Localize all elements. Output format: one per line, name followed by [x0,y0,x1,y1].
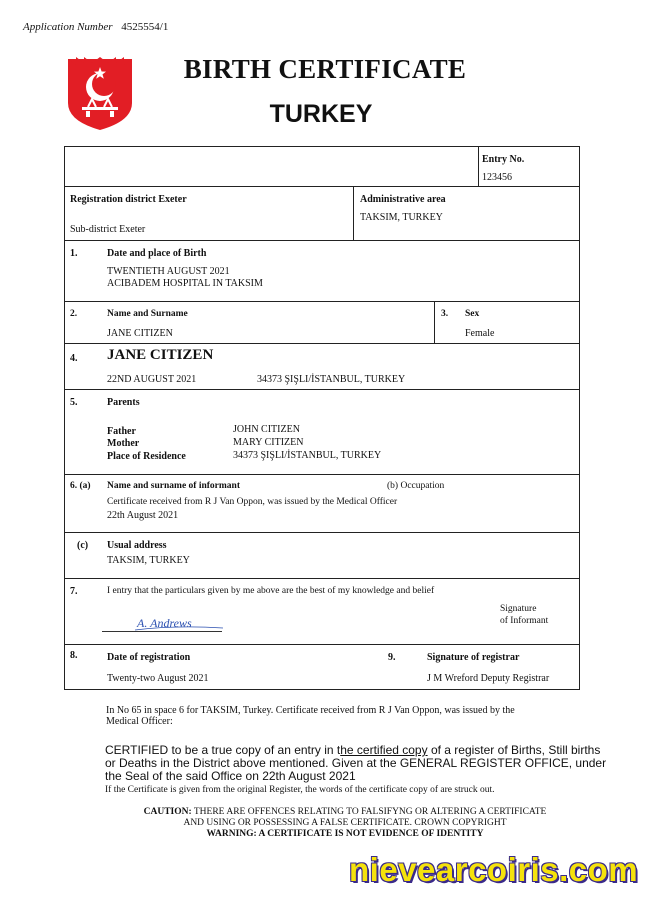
document-title: BIRTH CERTIFICATE [183,54,467,84]
entry-value: 123456 [482,172,512,183]
row-divider [65,474,579,475]
declaration-text: I entry that the particulars given by me above are the best of my knowledge and belief [107,586,435,596]
signature-line [102,631,222,632]
row-divider [65,301,579,302]
section-4-number: 4. [70,353,78,364]
row-divider [65,343,579,344]
section-2-number: 2. [70,309,78,319]
signature-label-1: Signature [500,604,537,614]
application-number [23,21,168,33]
parents-label: Parents [107,397,140,408]
sex-value: Female [465,328,495,339]
certification-line-2: or Deaths in the District above mentioned. Given at the GENERAL REGISTER OFFICE, under [105,756,607,770]
informant-note: Certificate received from R J Van Oppon, was issued by the Medical Officer [107,497,398,507]
caution-line-2: AND USING OR POSSESSING A FALSE CERTIFICATE. CROWN COPYRIGHT [183,818,507,828]
birth-date: TWENTIETH AUGUST 2021 [107,266,230,277]
section-3-number: 3. [441,309,449,319]
child-date: 22ND AUGUST 2021 [107,374,197,385]
warning-line: WARNING: A CERTIFICATE IS NOT EVIDENCE OF IDENTITY [206,829,484,839]
row-divider [65,389,579,390]
signature-text: A. Andrews [137,616,192,630]
name-label: Name and Surname [107,309,188,319]
note-line-1: In No 65 in space 6 for TAKSIM, Turkey. Certificate received from R J Van Oppon, was issued by the [106,705,515,716]
watermark: nievearcoiris.com [349,851,639,888]
registration-district: Registration district Exeter [70,194,187,205]
child-name: JANE CITIZEN [107,347,214,363]
registration-date-label: Date of registration [107,652,191,663]
row-divider [65,186,579,187]
row-divider [65,240,579,241]
caution-label: CAUTION: [143,807,192,817]
column-divider [353,186,354,240]
usual-address-label: Usual address [107,540,167,551]
registrar-signature-value: J M Wreford Deputy Registrar [427,673,550,684]
residence-label: Place of Residence [107,451,186,462]
section-6a-number: 6. (a) [70,481,91,491]
child-address: 34373 ŞIŞLI/İSTANBUL, TURKEY [257,374,406,385]
residence-value: 34373 ŞIŞLI/İSTANBUL, TURKEY [233,450,382,461]
birth-label: Date and place of Birth [107,248,207,259]
certificate-form [64,146,580,690]
column-divider [434,301,435,343]
section-6c-number: (c) [77,540,89,551]
informant-label: Name and surname of informant [107,481,240,491]
informant-signature-image [135,613,225,633]
section-7-number: 7. [70,586,78,597]
usual-address-value: TAKSIM, TURKEY [107,555,190,566]
section-8-number: 8. [70,650,78,661]
registrar-signature-label: Signature of registrar [427,652,520,663]
section-1-number: 1. [70,248,78,259]
certification-pre: CERTIFIED to be a true copy of an entry in t [105,743,341,757]
admin-area-label: Administrative area [360,194,446,205]
father-value: JOHN CITIZEN [233,424,300,435]
column-divider [478,147,479,186]
registration-date-value: Twenty-two August 2021 [107,673,209,684]
note-line-2: Medical Officer: [106,716,173,727]
section-9-number: 9. [388,652,396,663]
signature-label-2: of Informant [500,616,549,626]
birth-place: ACIBADEM HOSPITAL IN TAKSIM [107,278,263,289]
row-divider [65,578,579,579]
occupation-label: (b) Occupation [387,481,445,491]
row-divider [65,644,579,645]
name-value: JANE CITIZEN [107,328,173,339]
application-label: Application Number [23,21,113,33]
struck-out-note: If the Certificate is given from the original Register, the words of the certificate copy of are struck out. [105,785,495,795]
admin-area-value: TAKSIM, TURKEY [360,212,443,223]
mother-label: Mother [107,438,140,449]
section-5-number: 5. [70,397,78,408]
application-value: 4525554/1 [121,21,169,33]
certification-post: of a register of Births, Still births [427,743,601,757]
document-country: TURKEY [269,100,373,128]
sex-label: Sex [465,309,480,319]
informant-date: 22th August 2021 [107,510,179,521]
certification-link: he certified copy [340,743,428,757]
mother-value: MARY CITIZEN [233,437,304,448]
sub-district: Sub-district Exeter [70,224,146,235]
certification-line-3: the Seal of the said Office on 22th August 2021 [105,769,356,783]
entry-label: Entry No. [482,154,525,165]
caution-text-1: THERE ARE OFFENCES RELATING TO FALSIFYNG OR ALTERING A CERTIFICATE [191,807,547,817]
turkey-emblem-icon [66,55,134,131]
row-divider [65,532,579,533]
caution-line-1 [120,807,570,818]
father-label: Father [107,426,136,437]
